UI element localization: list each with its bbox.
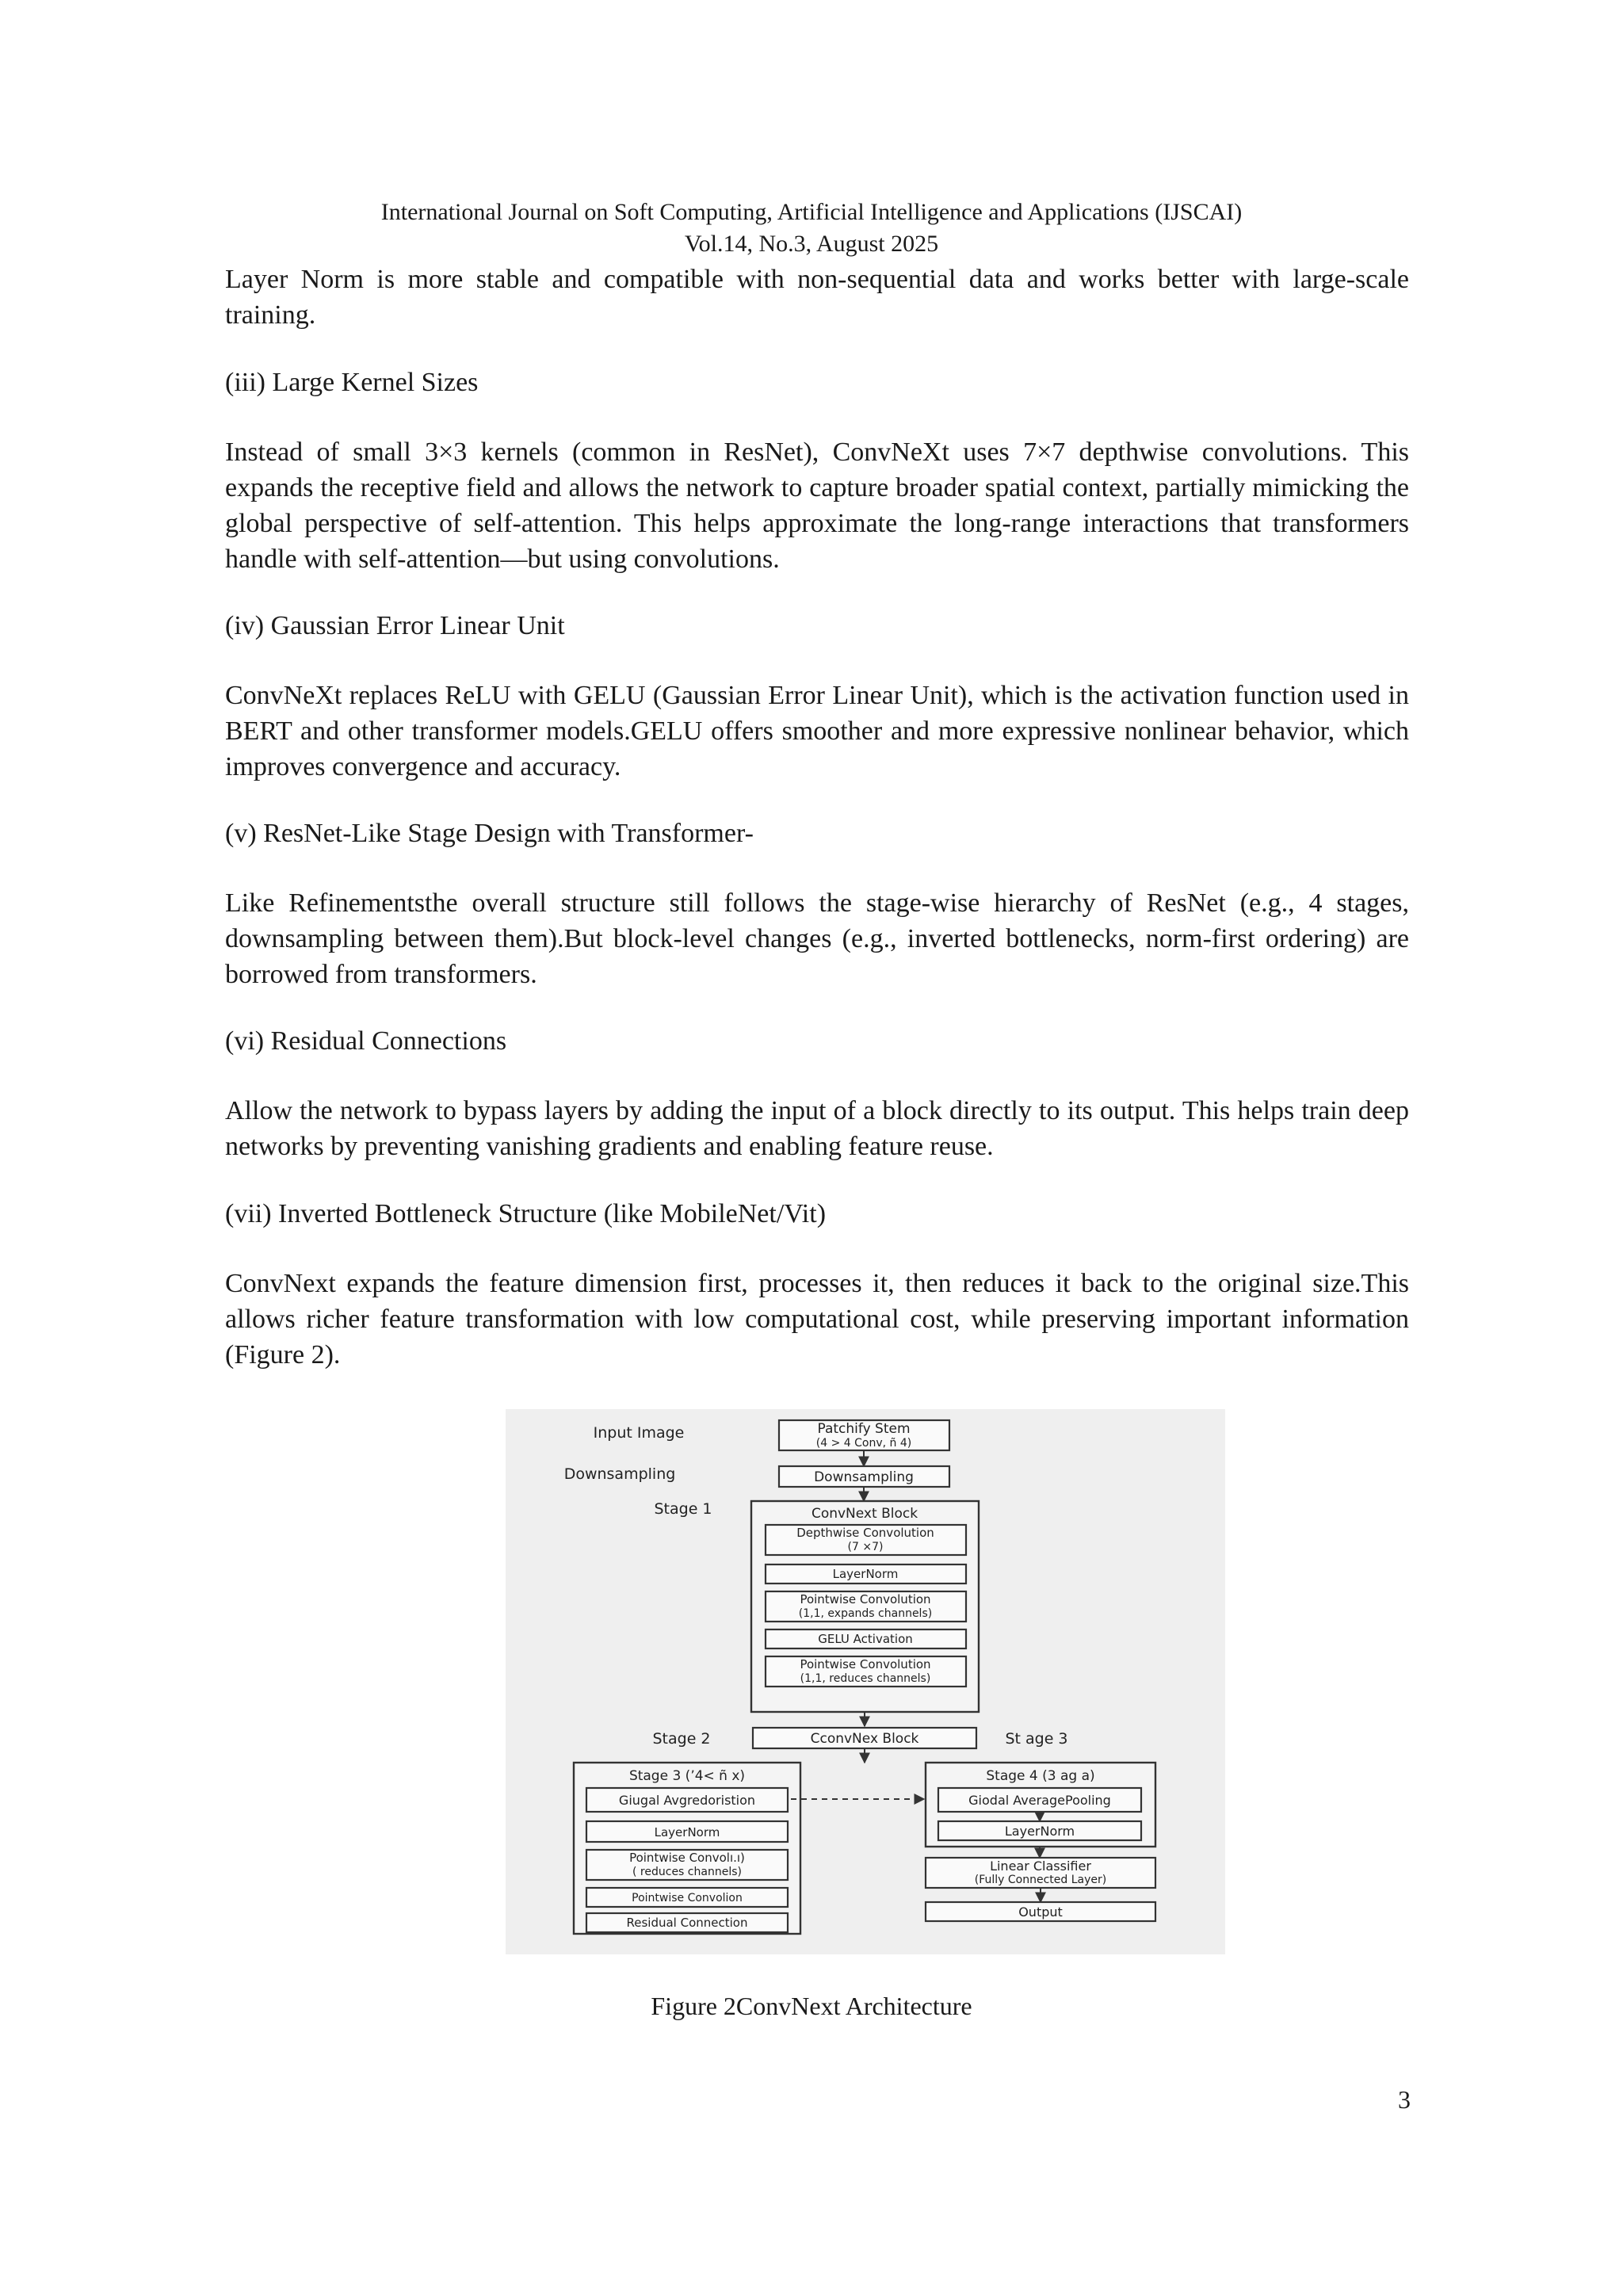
linear-classifier-sub: (Fully Connected Layer): [974, 1874, 1107, 1886]
architecture-diagram: [506, 1409, 1225, 1954]
paragraph-inverted-bottleneck: ConvNext expands the feature dimension first, processes it, then reduces it back to the original size.This allows richer feature transformation with low computational cost, while preserving important information (Figure 2).: [225, 1269, 1409, 1370]
patchify-stem-title: Patchify Stem: [817, 1421, 911, 1437]
stage3-pointwise-title: Pointwise Convolı.ı): [629, 1851, 745, 1865]
giodal-avgpool-label: Giodal AveragePooling: [968, 1793, 1111, 1808]
giugal-label: Giugal Avgredoristion: [618, 1793, 756, 1808]
heading-stage-design: (v) ResNet-Like Stage Design with Transformer-: [225, 819, 754, 848]
pointwise-reduce-sub: (1,1, reduces channels): [800, 1672, 931, 1685]
heading-gelu: (iv) Gaussian Error Linear Unit: [225, 611, 565, 640]
paragraph-gelu: ConvNeXt replaces ReLU with GELU (Gaussian Error Linear Unit), which is the activation function used in BERT and other transformer models.GELU offers smoother and more expressive nonlinear behavior, which improves convergence and accuracy.: [225, 681, 1409, 781]
stage2-label: Stage 2: [652, 1730, 711, 1748]
stage3-title: Stage 3 (ʼ4< ñ x): [628, 1768, 746, 1784]
patchify-stem-sub: (4 > 4 Conv, ñ 4): [815, 1437, 912, 1450]
pointwise-expand-sub: (1,1, expands channels): [798, 1607, 933, 1620]
stage3-layernorm-label: LayerNorm: [654, 1825, 720, 1839]
pointwise-reduce-title: Pointwise Convolution: [800, 1657, 931, 1671]
input-image-label: Input Image: [593, 1424, 685, 1442]
stage3-right-label: St age 3: [1005, 1730, 1068, 1748]
layernorm-label: LayerNorm: [832, 1567, 899, 1581]
paragraph-stage-design: Like Refinementsthe overall structure still follows the stage-wise hierarchy of ResNet (e.g., 4 stages, downsampling between them).But block-level changes (e.g., inverted bottlenecks, norm-first ordering) are borrowed from transformers.: [225, 888, 1409, 989]
stage3-pointwise-sub: ( reduces channels): [632, 1866, 742, 1878]
stage3-pointwise-conv-label: Pointwise Convolion: [632, 1892, 743, 1904]
figure-caption: Figure 2ConvNext Architecture: [651, 1992, 972, 2020]
paragraph-large-kernel: Instead of small 3×3 kernels (common in ResNet), ConvNeXt uses 7×7 depthwise convolutions. This expands the receptive field and allows the network to capture broader spatial context, partially mimicking the global perspective of self-attention. This helps approximate the long-range interactions that transformers handle with self-attention—but using convolutions.: [225, 437, 1409, 574]
output-label: Output: [1018, 1904, 1063, 1920]
downsampling-label: Downsampling: [563, 1465, 676, 1483]
heading-large-kernel: (iii) Large Kernel Sizes: [225, 368, 479, 397]
residual-connection-label: Residual Connection: [626, 1916, 748, 1930]
paragraph-residual: Allow the network to bypass layers by adding the input of a block directly to its output. This helps train deep networks by preventing vanishing gradients and enabling feature reuse.: [225, 1096, 1409, 1161]
heading-residual: (vi) Residual Connections: [225, 1026, 507, 1056]
depthwise-conv-sub: (7 ×7): [847, 1541, 884, 1553]
heading-inverted-bottleneck: (vii) Inverted Bottleneck Structure (like MobileNet/Vit): [225, 1199, 827, 1228]
stage4-title: Stage 4 (3 ag a): [986, 1768, 1095, 1784]
paragraph-layer-norm: Layer Norm is more stable and compatible with non-sequential data and works better with large-scale training.: [225, 265, 1409, 330]
gelu-label: GELU Activation: [818, 1632, 913, 1646]
stage1-label: Stage 1: [654, 1500, 712, 1518]
stage4-layernorm-label: LayerNorm: [1004, 1824, 1075, 1839]
linear-classifier-title: Linear Classifier: [990, 1859, 1091, 1874]
journal-volume: Vol.14, No.3, August 2025: [684, 231, 939, 257]
page-number: 3: [1398, 2085, 1411, 2114]
figure-convnext-architecture: [506, 1409, 1225, 1954]
convnext-block-title: ConvNext Block: [811, 1506, 918, 1522]
depthwise-conv-title: Depthwise Convolution: [796, 1526, 934, 1540]
journal-title: International Journal on Soft Computing, Artificial Intelligence and Applications (IJSCAI): [380, 199, 1243, 225]
cconvnex-block-label: CconvNex Block: [810, 1731, 919, 1747]
pointwise-expand-title: Pointwise Convolution: [800, 1592, 931, 1606]
downsampling-box-label: Downsampling: [814, 1469, 914, 1485]
